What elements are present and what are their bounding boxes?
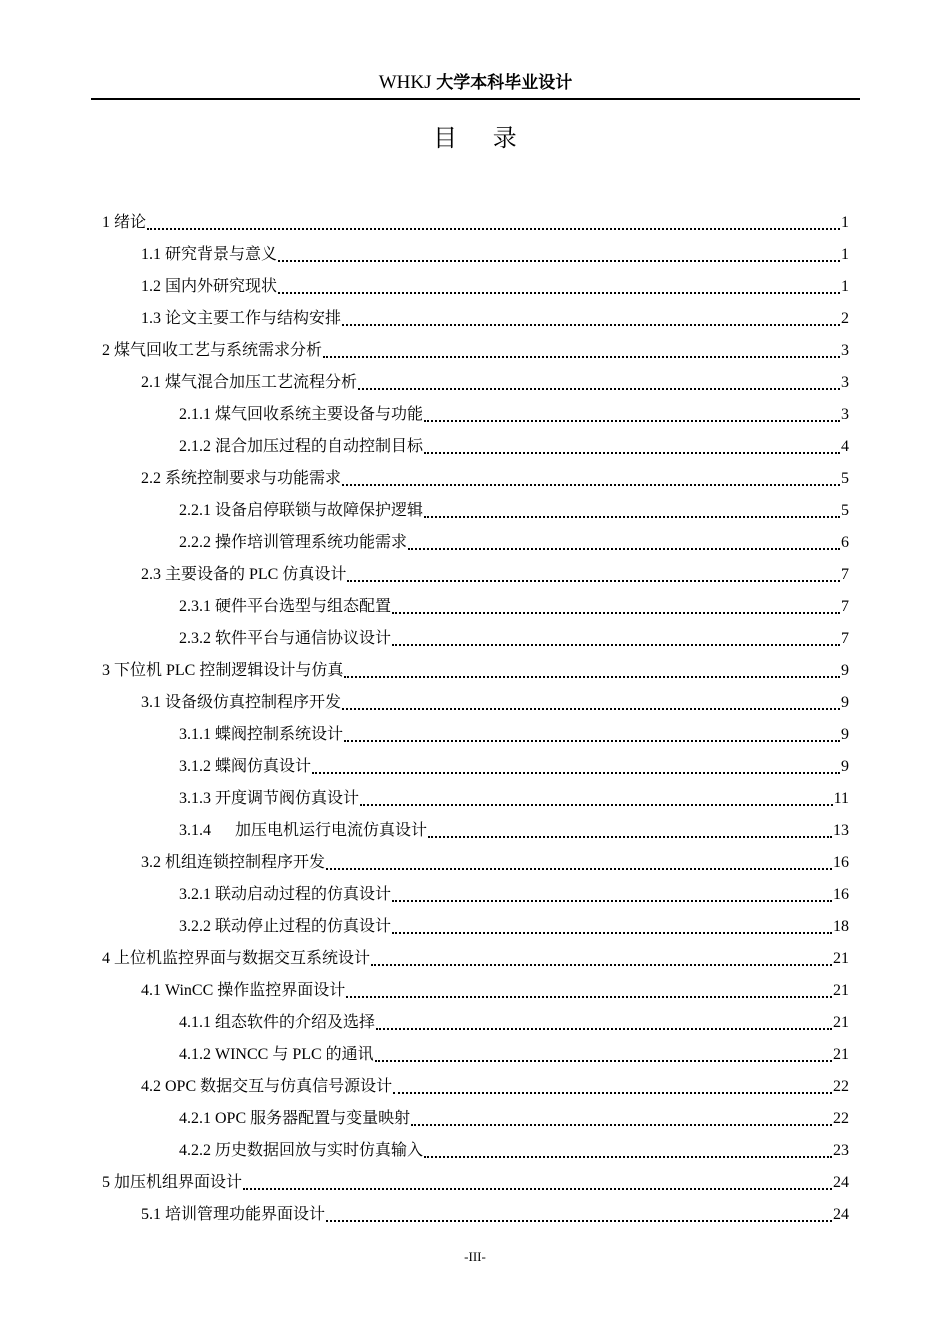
toc-entry[interactable] [179, 751, 849, 783]
toc-entry-number: 5.1 [141, 1206, 161, 1223]
dot-leader [411, 1124, 832, 1126]
toc-entry-page: 9 [841, 726, 849, 743]
toc-entry-page: 16 [833, 854, 849, 871]
running-header [91, 70, 860, 96]
toc-entry-number: 3.1.3 [179, 790, 211, 807]
toc-entry-number: 4.2 [141, 1078, 161, 1095]
toc-entry-page: 21 [833, 1014, 849, 1031]
dot-leader [312, 772, 840, 774]
toc-entry[interactable] [179, 719, 849, 751]
toc-entry-number: 2 [102, 342, 110, 359]
toc-entry-title: 组态软件的介绍及选择 [215, 1014, 376, 1031]
toc-entry-title: 设备级仿真控制程序开发 [165, 694, 342, 711]
toc-entry-page: 2 [841, 310, 849, 327]
toc-entry-page: 3 [841, 374, 849, 391]
toc-entry-page: 21 [833, 982, 849, 999]
toc-entry-title: 蝶阀控制系统设计 [215, 726, 344, 743]
toc-entry-number: 3.2 [141, 854, 161, 871]
dot-leader [344, 740, 840, 742]
toc-entry[interactable] [141, 271, 849, 303]
toc-entry-title: 混合加压过程的自动控制目标 [215, 438, 424, 455]
toc-entry-number: 4 [102, 950, 110, 967]
toc-entry-number: 2.3.2 [179, 630, 211, 647]
toc-entry-number: 3.2.2 [179, 918, 211, 935]
toc-entry-number: 2.2.2 [179, 534, 211, 551]
toc-entry-number: 3.2.1 [179, 886, 211, 903]
toc-entry[interactable] [141, 847, 849, 879]
toc-entry-page: 21 [833, 950, 849, 967]
toc-entry-page: 11 [833, 790, 849, 807]
toc-entry[interactable] [141, 367, 849, 399]
toc-entry-title: 操作培训管理系统功能需求 [215, 534, 408, 551]
dot-leader [342, 484, 840, 486]
toc-entry-title: 软件平台与通信协议设计 [215, 630, 392, 647]
toc-entry-number: 5 [102, 1174, 110, 1191]
dot-leader [342, 708, 840, 710]
toc-entry-page: 13 [833, 822, 849, 839]
toc-entry-title: 主要设备的 PLC 仿真设计 [165, 566, 347, 583]
toc-entry[interactable] [102, 943, 849, 975]
dot-leader [347, 580, 840, 582]
toc-entry-page: 22 [833, 1078, 849, 1095]
header-bold-text: 大学本科毕业设计 [436, 73, 573, 93]
toc-entry-title: 加压机组界面设计 [114, 1174, 243, 1191]
toc-entry-page: 24 [833, 1174, 849, 1191]
page-number-footer: -III- [464, 1249, 486, 1264]
toc-entry[interactable] [141, 1199, 849, 1231]
toc-entry-number: 1 [102, 214, 110, 231]
toc-entry[interactable] [141, 239, 849, 271]
toc-entry-title: 培训管理功能界面设计 [165, 1206, 326, 1223]
toc-entry-page: 6 [841, 534, 849, 551]
toc-entry-page: 3 [841, 406, 849, 423]
toc-entry-title: 加压电机运行电流仿真设计 [235, 822, 428, 839]
toc-entry-page: 5 [841, 470, 849, 487]
dot-leader [326, 1220, 832, 1222]
toc-entry[interactable] [179, 783, 849, 815]
toc-entry[interactable] [102, 1167, 849, 1199]
toc-entry-number: 2.3 [141, 566, 161, 583]
toc-entry[interactable] [179, 1039, 849, 1071]
toc-entry-title: 国内外研究现状 [165, 278, 278, 295]
toc-entry[interactable] [102, 207, 849, 239]
toc-entry-page: 3 [841, 342, 849, 359]
toc-entry[interactable] [141, 303, 849, 335]
toc-entry-title: 开度调节阀仿真设计 [215, 790, 360, 807]
dot-leader [371, 964, 832, 966]
toc-entry[interactable] [141, 687, 849, 719]
toc-entry-title: 论文主要工作与结构安排 [165, 310, 342, 327]
toc-entry-number: 1.3 [141, 310, 161, 327]
toc-entry-title: 联动启动过程的仿真设计 [215, 886, 392, 903]
dot-leader [342, 324, 840, 326]
dot-leader [243, 1188, 832, 1190]
toc-entry[interactable] [179, 623, 849, 655]
toc-entry[interactable] [179, 527, 849, 559]
page-title: 目 录 [433, 124, 531, 152]
toc-entry[interactable] [141, 975, 849, 1007]
toc-entry-number: 2.1.1 [179, 406, 211, 423]
dot-leader [358, 388, 840, 390]
table-of-contents [0, 207, 950, 1231]
header-rule [91, 98, 860, 100]
toc-entry-page: 5 [841, 502, 849, 519]
dot-leader [392, 644, 840, 646]
toc-entry-number: 2.3.1 [179, 598, 211, 615]
toc-entry-number: 3 [102, 662, 110, 679]
toc-entry-number: 4.2.1 [179, 1110, 211, 1127]
toc-entry-title: 蝶阀仿真设计 [215, 758, 312, 775]
toc-entry[interactable] [179, 911, 849, 943]
dot-leader [392, 900, 832, 902]
dot-leader [392, 932, 832, 934]
toc-entry-number: 4.1.2 [179, 1046, 211, 1063]
toc-entry-page: 9 [841, 662, 849, 679]
dot-leader [278, 260, 840, 262]
toc-entry[interactable] [179, 591, 849, 623]
toc-entry-page: 9 [841, 694, 849, 711]
toc-entry-title: 设备启停联锁与故障保护逻辑 [215, 502, 424, 519]
toc-entry-title: 下位机 PLC 控制逻辑设计与仿真 [114, 662, 344, 679]
dot-leader [278, 292, 840, 294]
toc-entry[interactable] [141, 463, 849, 495]
toc-entry-number: 1.1 [141, 246, 161, 263]
dot-leader [424, 1156, 832, 1158]
dot-leader [428, 836, 832, 838]
toc-entry-number: 2.1.2 [179, 438, 211, 455]
toc-entry-number: 4.1.1 [179, 1014, 211, 1031]
toc-entry-number: 3.1.1 [179, 726, 211, 743]
toc-entry-number: 4.1 [141, 982, 161, 999]
toc-entry-page: 7 [841, 630, 849, 647]
toc-entry[interactable] [179, 431, 849, 463]
toc-entry-page: 4 [841, 438, 849, 455]
toc-entry[interactable] [179, 879, 849, 911]
toc-entry-title: 研究背景与意义 [165, 246, 278, 263]
toc-entry[interactable] [179, 1007, 849, 1039]
toc-entry[interactable] [179, 815, 849, 847]
toc-entry-title: OPC 服务器配置与变量映射 [215, 1110, 411, 1127]
toc-entry-number: 3.1.4 [179, 822, 211, 839]
toc-entry-number: 3.1.2 [179, 758, 211, 775]
toc-entry-page: 1 [841, 246, 849, 263]
toc-entry-page: 7 [841, 566, 849, 583]
toc-entry[interactable] [179, 1135, 849, 1167]
toc-entry-page: 7 [841, 598, 849, 615]
toc-entry-page: 9 [841, 758, 849, 775]
toc-entry[interactable] [179, 1103, 849, 1135]
toc-entry-page: 23 [833, 1142, 849, 1159]
toc-entry-title: OPC 数据交互与仿真信号源设计 [165, 1078, 393, 1095]
toc-entry[interactable] [102, 655, 849, 687]
toc-entry-title: 硬件平台选型与组态配置 [215, 598, 392, 615]
toc-entry-title: 煤气回收工艺与系统需求分析 [114, 342, 323, 359]
toc-entry[interactable] [141, 1071, 849, 1103]
dot-leader [323, 356, 840, 358]
dot-leader [344, 676, 840, 678]
dot-leader [424, 420, 840, 422]
dot-leader [326, 868, 832, 870]
toc-entry-number: 2.2 [141, 470, 161, 487]
dot-leader [424, 452, 840, 454]
toc-entry-title: 上位机监控界面与数据交互系统设计 [114, 950, 371, 967]
toc-entry-page: 16 [833, 886, 849, 903]
toc-entry-page: 18 [833, 918, 849, 935]
toc-entry-title: 联动停止过程的仿真设计 [215, 918, 392, 935]
header-prefix: WHKJ [378, 72, 437, 93]
toc-entry-title: 系统控制要求与功能需求 [165, 470, 342, 487]
toc-entry[interactable] [179, 495, 849, 527]
toc-entry-number: 4.2.2 [179, 1142, 211, 1159]
toc-entry[interactable] [179, 399, 849, 431]
toc-entry-page: 22 [833, 1110, 849, 1127]
dot-leader [392, 612, 840, 614]
dot-leader [408, 548, 840, 550]
dot-leader [376, 1028, 832, 1030]
dot-leader [375, 1060, 832, 1062]
toc-entry-number: 2.1 [141, 374, 161, 391]
toc-entry-page: 24 [833, 1206, 849, 1223]
toc-entry-number: 1.2 [141, 278, 161, 295]
toc-entry-title: WINCC 与 PLC 的通讯 [215, 1046, 374, 1063]
toc-entry-page: 1 [841, 278, 849, 295]
toc-entry-title: 煤气混合加压工艺流程分析 [165, 374, 358, 391]
toc-entry-number: 2.2.1 [179, 502, 211, 519]
dot-leader [360, 804, 833, 806]
toc-entry-title: 历史数据回放与实时仿真输入 [215, 1142, 424, 1159]
toc-entry-title: WinCC 操作监控界面设计 [165, 982, 346, 999]
dot-leader [346, 996, 832, 998]
toc-entry-number: 3.1 [141, 694, 161, 711]
dot-leader [393, 1092, 832, 1094]
dot-leader [147, 228, 840, 230]
toc-entry[interactable] [141, 559, 849, 591]
toc-entry-page: 1 [841, 214, 849, 231]
toc-entry-title: 煤气回收系统主要设备与功能 [215, 406, 424, 423]
toc-entry-title: 绪论 [114, 214, 147, 231]
toc-entry-title: 机组连锁控制程序开发 [165, 854, 326, 871]
toc-entry-page: 21 [833, 1046, 849, 1063]
dot-leader [424, 516, 840, 518]
toc-entry[interactable] [102, 335, 849, 367]
